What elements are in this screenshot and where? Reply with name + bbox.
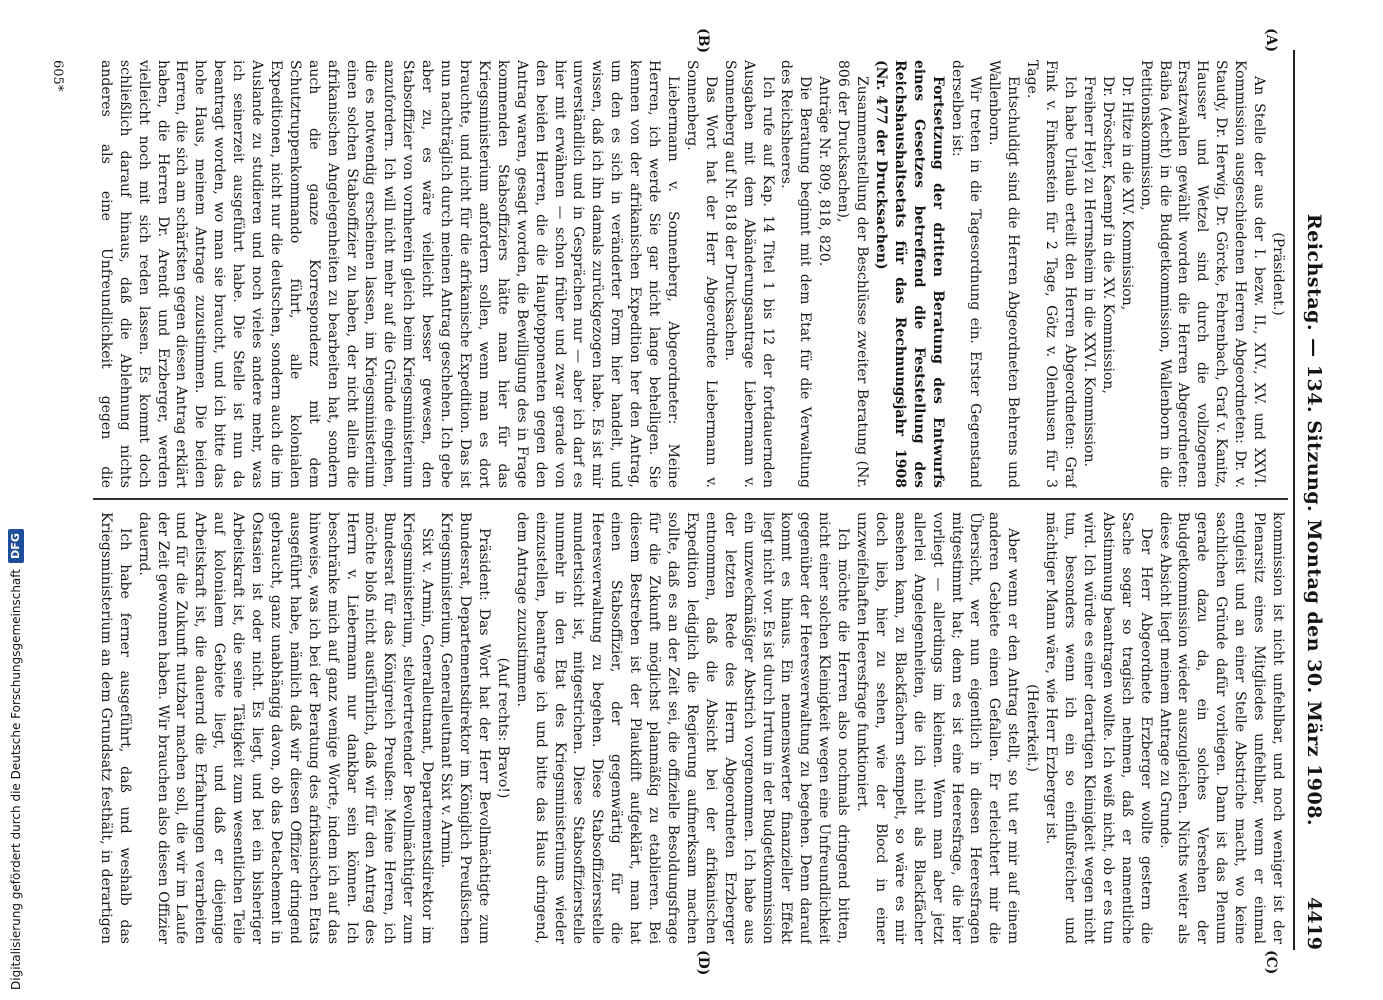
paragraph: (Präsident.) [1270, 232, 1286, 316]
paragraph: Ich habe ferner ausgeführt, daß und weshalb das Kriegsministerium an dem Grundsatz festhält, in derartigen [97, 512, 133, 944]
paragraph: Dr. Dröscher, Kaempf in die XV. Kommission, [1099, 76, 1116, 394]
paragraph: Entschuldigt sind die Herren Abgeordneten Behrens und Wallenborn. [986, 60, 1022, 488]
paragraph: Sixt v. Armin, Generalleutnant, Departementsdirektor im Kriegsministerium, stellvertretender Bevollmächtigter zum Bundesrat für das Königreich Preußen: Meine Herren, ich möchte bloß nicht ausführlich, daß wir für den Antrag des Herrn v. Liebermann nur dankbar sein können. Ich beschränke mich auf ganz wenige Worte, indem ich auf das hinweise, was ich bei der Beratung des afrikanischen Etats ausgeführt habe, nämlich daß wir diesen Offizier dringend gebraucht, ganz unabhängig davon, ob das Detachement in Ostasien ist oder nicht. Es liegt, und bei ein bisheriger Arbeitskraft ist, die seine Tätigkeit zum wesentlichen Teile auf kolonialem Gebiete liegt, und daß er diejenige Arbeitskraft ist, die dauernd die Erfahrungen verarbeiten und für die Zukunft nutzbar machen soll, die wir im Laufe der Zeit gewonnen haben. Wir brauchen also diesen Offizier dauernd. [135, 512, 436, 944]
page-number: 4419 [1303, 897, 1325, 950]
paragraph: Liebermann v. Sonnenberg, Abgeordneter: Meine Herren, ich werde Sie gar nicht lange behelligen. Sie kennen von der afrikanischen Expedition her den Antrag, um den es sich in veränderter Form hier handelt, und wissen, daß ich ihn damals zurückgezogen habe. Es ist mir unverständlich und in Gesprächen nur — aber ich darf es hier mit erwähnen — schon früher und zwar gerade von den beiden Herren, die die Hauptopponenten gegen den Antrag waren, gesagt worden, die Bewilligung des in Frage kommenden Stabsoffiziers hätte man hier für das Kriegsministerium anfordern sollen, wenn man es dort brauchte, und nicht für die afrikanische Expedition. Das ist nun nachträglich durch meinen Antrag geschehen. Ich gebe aber zu, es wäre vielleicht besser gewesen, den Stabsoffizier von vornherein gleich beim Kriegsministerium anzufordern. Ich will nicht mehr auf die Gründe eingehen, die es notwendig erscheinen lassen, im Kriegsministerium einen solchen Stabsoffizier zu haben, der nicht allein die afrikanischen Angelegenheiten zu bearbeiten hat, sondern auch die ganze Korrespondenz mit dem Schutztruppenkommando führt, alle kolonialen Expeditionen, nicht nur die deutschen, sondern auch die im Auslande zu studieren und noch vieles andere mehr, was ich seinerzeit ausgeführt habe. Die Stelle ist nun da beantragt worden, wo man sie braucht, und ich bitte das hohe Haus, meinem Antrage zuzustimmen. Die beiden Herren, die sich am schärfsten gegen diesen Antrag erklärt haben, die Herren Dr. Arendt und Erzberger, werden vielleicht noch mit sich reden lassen. Es kommt doch schließlich darauf hinaus, daß die Ablehnung nichts anderes als eine Unfreundlichkeit gegen die [97, 60, 681, 488]
header-rule [1293, 50, 1295, 950]
paragraph: Zusammenstellung der Beschlüsse zweiter Beratung (Nr. 806 der Drucksachen), [835, 60, 871, 488]
margin-mark-b: (B) [695, 28, 711, 54]
paragraph: Ich rufe auf Kap. 14 Titel 1 bis 12 der fortdauernden Ausgaben mit dem Abänderungsantrage Liebermann v. Sonnenberg auf Nr. 818 der Drucksachen. [721, 60, 776, 488]
left-column [97, 60, 1287, 488]
digitization-credit-text: Digitalisierung gefördert durch die Deutsche Forschungsgemeinschaft [9, 568, 23, 990]
margin-mark-a: (A) [1263, 28, 1279, 53]
paragraph: Die Beratung beginnt mit dem Etat für die Verwaltung des Reichsheeres. [778, 60, 814, 488]
paragraph: Freiherr Heyl zu Herrnsheim in die XXVI. Kommission. [1080, 76, 1097, 467]
paragraph: Wir treten in die Tagesordnung ein. Erster Gegenstand derselben ist: [948, 60, 984, 488]
paragraph: Präsident: Das Wort hat der Herr Bevollmächtigte zum Bundesrat, Departementsdirektor im Königlich Preußischen Kriegsministerium, Generalleutnant Sixt v. Armin. [438, 512, 492, 944]
margin-mark-c: (C) [1263, 950, 1279, 975]
paragraph: Dr. Hitze in die XIV. Kommission, [1118, 76, 1135, 311]
page-header [1299, 50, 1325, 950]
paragraph: Das Wort hat der Herr Abgeordnete Liebermann v. Sonnenberg. [683, 60, 719, 488]
paragraph: Anträge Nr. 809, 818, 820. [816, 76, 833, 267]
paragraph: (Heiterkeit.) [1024, 684, 1041, 772]
page-title: Reichstag. — 134. Sitzung. Montag den 30. März 1908. [1303, 213, 1325, 827]
dfg-logo: DFG [8, 529, 24, 563]
paragraph: Ich habe Urlaub erteilt den Herren Abgeordneten: Graf Fink v. Finkenstein für 2 Tage, Götz v. Olenhusen für 3 Tage. [1024, 60, 1079, 488]
column-divider [93, 498, 1288, 500]
sheet-number: 605* [50, 60, 65, 92]
paragraph: kommission ist nicht unfehlbar, und noch weniger ist der Plenarsitz eines Mitgliedes unfehlbar, wenn er einmal entgleist und an einer Stelle Abstriche macht, wo keine sachlichen Gründe dafür vorliegen. Dann ist das Plenum gerade dazu da, ein solches Versehen der Budgetkommission wieder auszugleichen. Nichts weiter als diese Absicht liegt meinem Antrage zu Grunde. [1156, 512, 1286, 944]
paragraph: Der Herr Abgeordnete Erzberger wollte gestern die Sache sogar so tragisch nehmen, daß er namentliche Abstimmung beantragen wollte. Ich weiß nicht, ob er es tun wird. Ich würde es einer derartigen Kleinigkeit wegen nicht tun, besonders wenn ich ein so einflußreicher und mächtiger Mann wäre, wie Herr Erzberger ist. [1043, 512, 1154, 944]
paragraph: Fortsetzung der dritten Beratung des Entwurfs eines Gesetzes betreffend die Feststellung des Reichshaushaltsetats für das Rechnungsjahr 1908 (Nr. 477 der Drucksachen) [872, 60, 946, 488]
right-column [97, 512, 1287, 944]
paragraph: (Auf rechts: Bravo!) [494, 657, 511, 799]
paragraph: Aber wenn er den Antrag stellt, so tut er mir auf einem anderen Gebiete einen Gefallen. Er erleichtert mir die Übersicht, wer nun eigentlich in diesen Heeresfragen mitgestimmt hat; denn es ist eine Heeresfrage, die hier vorliegt — allerdings im kleinen. Wenn man aber jetzt allerlei Angelegenheiten, die ich nicht als Blackfächer ansehen kann, zu Blackfächern stempelt, so wäre es mir doch lieb, hier zu sehen, wie der Blocd in einer unzweifelhaften Heeresfrage funktioniert. [854, 512, 1022, 944]
paragraph: An Stelle der aus der I. bezw. II., XIV., XV. und XXVI. Kommission ausgeschiedenen Herren Abgeordneten: Dr. v. Staudy, Dr. Herwig, Dr. Görcke, Fehrenbach, Graf v. Kanitz, Hausser und Wetzel sind durch die vollzogenen Ersatzwahlen gewählt worden die Herren Abgeordneten: Baiba (Aecht) in die Budgetkommission, Wallenborn in die Petitionskommission, [1137, 60, 1268, 488]
margin-mark-d: (D) [695, 950, 711, 976]
paragraph: Ich möchte die Herren also nochmals dringend bitten, nicht einer solchen Kleinigkeit wegen eine Unfreundlichkeit gegenüber der Heeresverwaltung zu begehen. Denn darauf kommt es hinaus. Ein nennenswerter finanzieller Effekt liegt nicht vor. Es ist durch Irrtum in der Budgetkommission ein unzweckmäßiger Abstrich vorgenommen. Ich habe aus der letzten Rede des Herrn Abgeordneten Erzberger entnommen, daß die Absicht bei der afrikanischen Expedition lediglich die Regierung aufmerksam machen sollte, daß es an der Zeit sei, die offizielle Besoldungsfrage für die Zukunft möglichst planmäßig zu etablieren. Bei diesem Bestreben ist der Plaukdift aufgeklärt, man hat einen Stabsoffizier, der gegenwärtig für die Heeresverwaltung zu begehen. Diese Stabsoffiziersstelle mundertsicht ist, mitgestrichen. Diese Stabsoffizierstelle nunmehr in den Etat des Kriegsministeriums wieder einzustellen, beantrage ich und bitte das Haus dringend, dem Antrage zuzustimmen. [513, 512, 852, 944]
digitization-credit [8, 0, 24, 990]
